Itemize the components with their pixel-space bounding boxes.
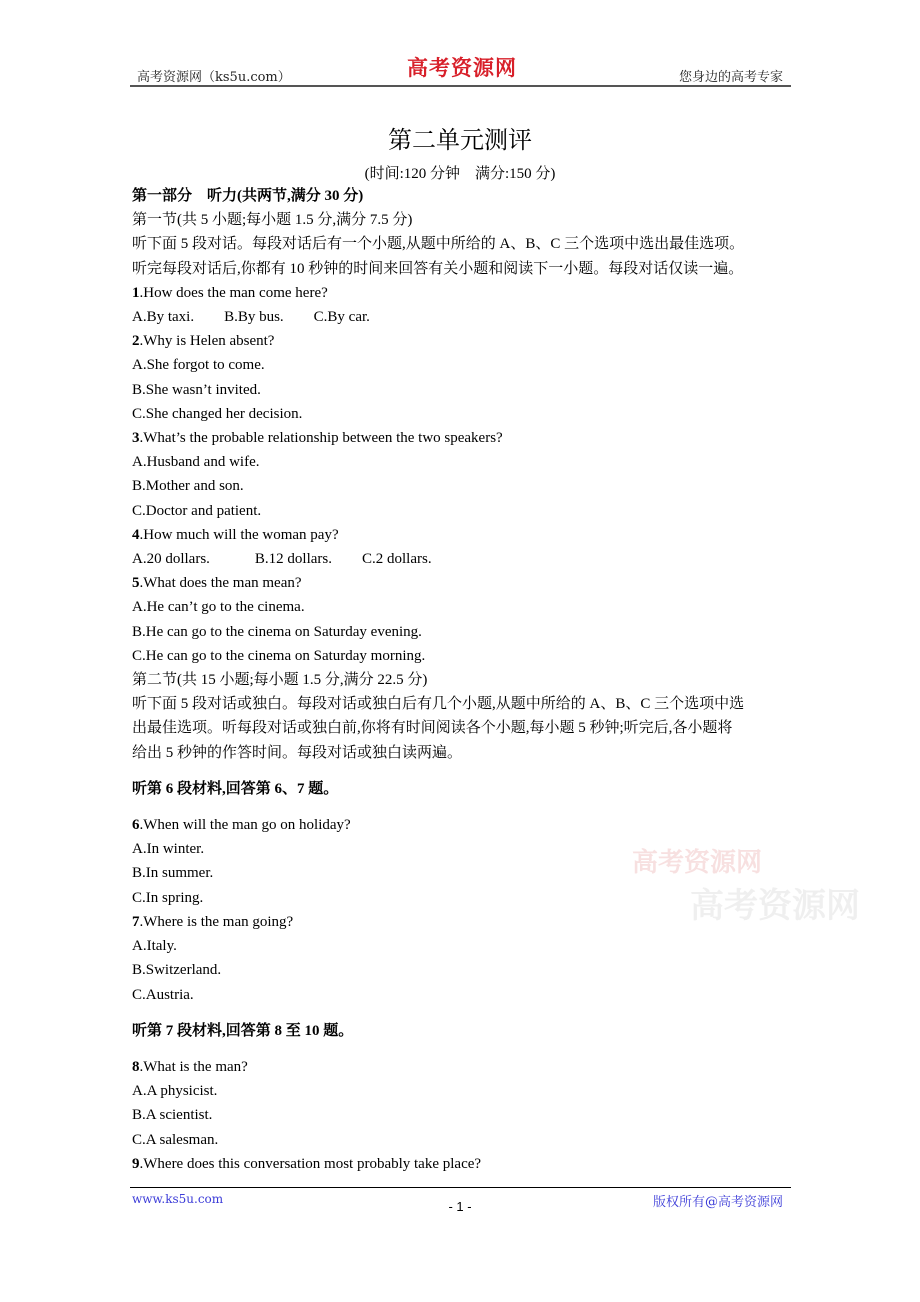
page-title: 第二单元测评 (388, 126, 532, 154)
line-text: 第二节(共 15 小题;每小题 1.5 分,满分 22.5 分) (132, 672, 428, 689)
question-number: 5 (132, 575, 140, 592)
line-text: .What is the man? (139, 1058, 248, 1075)
text-line (132, 547, 792, 571)
text-line (132, 353, 792, 377)
header-divider (130, 85, 791, 87)
text-line (132, 692, 792, 716)
question-number: 7 (132, 913, 140, 930)
question-line (132, 523, 792, 547)
question-number: 3 (132, 430, 140, 447)
text-line (132, 777, 792, 801)
line-text: .When will the man go on holiday? (139, 817, 351, 834)
line-text: C.A salesman. (132, 1131, 219, 1148)
line-text: A.Husband and wife. (132, 454, 260, 471)
question-line (132, 1152, 792, 1176)
question-number: 2 (132, 333, 140, 350)
line-text: 第一节(共 5 小题;每小题 1.5 分,满分 7.5 分) (132, 212, 413, 229)
text-line (132, 184, 792, 208)
footer-copyright: 版权所有@高考资源网 (652, 1195, 783, 1210)
line-text: A.She forgot to come. (132, 357, 265, 374)
line-text: A.He can’t go to the cinema. (132, 599, 305, 616)
line-text: A.A physicist. (132, 1083, 218, 1100)
text-line (132, 208, 792, 232)
text-line (132, 1019, 792, 1043)
line-text: 听第 7 段材料,回答第 8 至 10 题。 (132, 1022, 354, 1039)
question-number: 1 (132, 284, 140, 301)
line-text: 给出 5 秒钟的作答时间。每段对话或独白读两遍。 (132, 744, 463, 761)
line-text: C.Austria. (132, 986, 194, 1003)
text-line (132, 1103, 792, 1127)
question-line (132, 426, 792, 450)
line-text: 第一部分 听力(共两节,满分 30 分) (132, 188, 364, 204)
line-text: .Why is Helen absent? (139, 333, 275, 350)
site-logo: 高考资源网 (407, 55, 517, 80)
text-line (132, 450, 792, 474)
question-number: 8 (132, 1058, 140, 1075)
line-text: B.He can go to the cinema on Saturday evening. (132, 623, 422, 640)
line-text: .What’s the probable relationship between the two speakers? (139, 430, 503, 447)
page-number: - 1 - (448, 1199, 472, 1214)
question-number: 6 (132, 817, 140, 834)
line-text: B.Mother and son. (132, 478, 244, 495)
line-text: B.Switzerland. (132, 962, 222, 979)
text-line (132, 668, 792, 692)
text-line (132, 232, 792, 256)
text-line (132, 958, 792, 982)
text-line (132, 620, 792, 644)
line-text: C.Doctor and patient. (132, 502, 262, 519)
line-text: C.He can go to the cinema on Saturday morning. (132, 647, 426, 664)
text-line (132, 474, 792, 498)
question-number: 9 (132, 1155, 140, 1172)
line-text: B.A scientist. (132, 1107, 213, 1124)
question-line (132, 281, 792, 305)
document-body (132, 184, 792, 1176)
question-line (132, 1055, 792, 1079)
text-line (132, 934, 792, 958)
text-line (132, 1079, 792, 1103)
line-text: 听第 6 段材料,回答第 6、7 题。 (132, 780, 339, 797)
question-line (132, 329, 792, 353)
line-text: A.In winter. (132, 841, 205, 858)
question-line (132, 813, 792, 837)
line-text: .How much will the woman pay? (139, 526, 339, 543)
line-text: B.She wasn’t invited. (132, 381, 261, 398)
line-text: 听下面 5 段对话或独白。每段对话或独白后有几个小题,从题中所给的 A、B、C 三个选项中选 (132, 696, 745, 713)
text-line (132, 402, 792, 426)
header-slogan: 您身边的高考专家 (678, 70, 783, 85)
line-text: .What does the man mean? (139, 575, 302, 592)
line-text: A.Italy. (132, 938, 177, 955)
line-text: C.In spring. (132, 889, 204, 906)
watermark: 高考资源网 (690, 886, 860, 926)
text-line (132, 644, 792, 668)
line-text: 听完每段对话后,你都有 10 秒钟的时间来回答有关小题和阅读下一小题。每段对话仅读一遍。 (132, 260, 744, 277)
line-text: .How does the man come here? (139, 284, 328, 301)
text-line (132, 716, 792, 740)
line-text: .Where is the man going? (139, 913, 294, 930)
exam-info: (时间:120 分钟 满分:150 分) (364, 166, 556, 182)
line-text: B.In summer. (132, 865, 214, 882)
header-site-name: 高考资源网（ks5u.com） (137, 70, 291, 85)
question-line (132, 571, 792, 595)
line-text: 听下面 5 段对话。每段对话后有一个小题,从题中所给的 A、B、C 三个选项中选出最佳选项。 (132, 236, 745, 253)
text-line (132, 378, 792, 402)
line-text: .Where does this conversation most probably take place? (139, 1155, 482, 1172)
line-text: A.20 dollars. B.12 dollars. C.2 dollars. (132, 551, 432, 568)
line-text: A.By taxi. B.By bus. C.By car. (132, 309, 370, 326)
line-text: C.She changed her decision. (132, 405, 303, 422)
footer-divider (130, 1187, 791, 1188)
text-line (132, 499, 792, 523)
footer-link[interactable]: www.ks5u.com (132, 1192, 224, 1206)
line-text: 出最佳选项。听每段对话或独白前,你将有时间阅读各个小题,每小题 5 秒钟;听完后,各小题将 (132, 720, 733, 737)
text-line (132, 741, 792, 765)
text-line (132, 305, 792, 329)
text-line (132, 983, 792, 1007)
text-line (132, 595, 792, 619)
watermark: 高考资源网 (632, 848, 763, 878)
text-line (132, 257, 792, 281)
question-number: 4 (132, 526, 140, 543)
text-line (132, 1128, 792, 1152)
